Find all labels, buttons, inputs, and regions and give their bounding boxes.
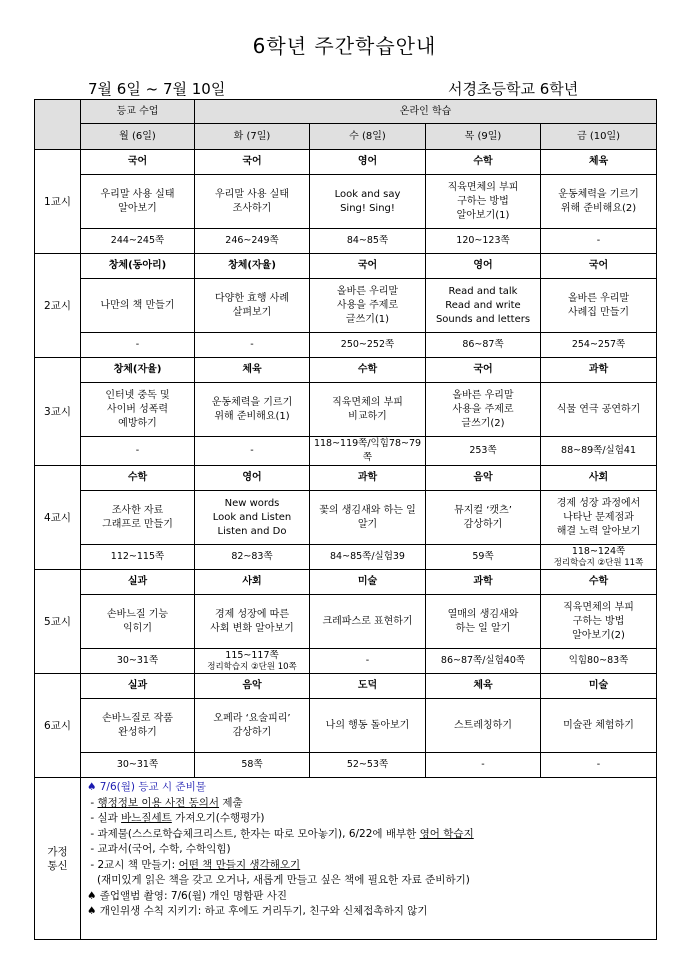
subject-cell: 체육 [195,358,310,383]
subject-cell: 국어 [81,150,195,175]
subject-cell: 영어 [195,466,310,491]
content-cell: 운동체력을 기르기 위해 준비해요(2) [541,175,657,229]
notice-text: - 실과 [87,812,122,824]
pages-cell [310,649,426,674]
pages-cell [310,437,426,466]
day-header: 목 (9일) [426,124,541,150]
pages-text: 30~31쪽 [116,655,159,666]
content-cell: Read and talk Read and write Sounds and letters [426,279,541,333]
subject-cell: 수학 [81,466,195,491]
content-cell: 오페라 ‘요술피리’ 감상하기 [195,699,310,753]
subject-cell: 실과 [81,570,195,595]
period-row [35,699,657,753]
pages-cell [541,229,657,254]
day-header: 금 (10일) [541,124,657,150]
content-cell: 인터넷 중독 및 사이버 성폭력 예방하기 [81,383,195,437]
period-row [35,150,657,175]
pages-cell [541,545,657,570]
content-cell: 다양한 효행 사례 살펴보기 [195,279,310,333]
period-row [35,333,657,358]
notice-line [87,904,650,920]
period-row [35,229,657,254]
pages-text: 82~83쪽 [231,551,273,562]
pages-text: 59쪽 [472,551,494,562]
content-cell: 나만의 책 만들기 [81,279,195,333]
subject-cell: 도덕 [310,674,426,699]
pages-text: - [596,759,601,770]
subject-cell: 창체(자율) [81,358,195,383]
content-cell: New words Look and Listen Listen and Do [195,491,310,545]
pages-cell [195,333,310,358]
period-row [35,545,657,570]
pages-text: - [481,759,485,770]
subject-cell: 국어 [426,358,541,383]
content-cell: 미술관 체험하기 [541,699,657,753]
subject-cell: 사회 [195,570,310,595]
pages-cell [541,437,657,466]
pages-cell [195,437,310,466]
notice-text: 제출 [219,796,243,809]
pages-text: 118~119쪽/익힘78~79쪽 [313,438,422,463]
pages-text: 254~257쪽 [571,339,626,350]
subject-cell: 체육 [426,674,541,699]
notice-line [87,811,650,827]
content-cell: 크레파스로 표현하기 [310,595,426,649]
notice-text: 어떤 책 만들지 생각해오기 [178,858,301,871]
subject-cell: 체육 [541,150,657,175]
pages-cell [426,333,541,358]
content-cell: 올바른 우리말 사용을 주제로 글쓰기(2) [426,383,541,437]
notice-label: 가정 통신 [35,778,81,940]
period-row [35,570,657,595]
pages-cell [195,649,310,674]
pages-cell [81,649,195,674]
pages-text: 120~123쪽 [456,235,510,246]
subject-cell: 영어 [310,150,426,175]
pages-cell [81,753,195,778]
notice-text: ♠ 졸업앨범 촬영: 7/6(월) 개인 명함판 사진 [87,889,288,902]
weekly-schedule-table [34,99,657,940]
notice-text: - [87,796,98,809]
subject-cell: 사회 [541,466,657,491]
content-cell: 직육면체의 부피 비교하기 [310,383,426,437]
period-row [35,254,657,279]
pages-text: 익힘80~83쪽 [568,655,629,666]
pages-text: - [596,235,601,246]
pages-cell [310,545,426,570]
period-row [35,595,657,649]
content-cell: 스트레칭하기 [426,699,541,753]
content-cell: 우리말 사용 실태 조사하기 [195,175,310,229]
pages-text: 88~89쪽/실험41 [561,445,636,456]
notice-text: (재미있게 읽은 책을 갖고 오거나, 새롭게 만들고 싶은 책에 필요한 자료 준비하기) [87,874,470,886]
content-cell: 뮤지컬 ‘캣츠’ 감상하기 [426,491,541,545]
content-cell: 직육면체의 부피 구하는 방법 알아보기(2) [541,595,657,649]
content-cell: 우리말 사용 실태 알아보기 [81,175,195,229]
pages-text: 86~87쪽 [462,339,504,350]
content-cell: 손바느질 기능 익히기 [81,595,195,649]
period-row [35,358,657,383]
pages-text: 58쪽 [241,759,263,770]
pages-text: - [135,445,140,456]
day-header: 화 (7일) [195,124,310,150]
pages-text: 246~249쪽 [225,235,279,246]
notice-text: - 2교시 책 만들기: [87,858,179,871]
content-cell: 나의 행동 돌아보기 [310,699,426,753]
pages-cell [195,545,310,570]
subject-cell: 과학 [426,570,541,595]
subject-cell: 과학 [310,466,426,491]
subject-cell: 국어 [195,150,310,175]
subject-cell: 과학 [541,358,657,383]
content-cell: 경제 성장에 따른 사회 변화 알아보기 [195,595,310,649]
period-row [35,491,657,545]
content-cell: 꽃의 생김새와 하는 일 알기 [310,491,426,545]
subject-cell: 음악 [195,674,310,699]
period-label: 5교시 [35,570,81,674]
corner-cell [35,100,81,150]
content-cell: 올바른 우리말 사례집 만들기 [541,279,657,333]
period-row [35,466,657,491]
subject-cell: 국어 [541,254,657,279]
period-row [35,437,657,466]
pages-cell [541,333,657,358]
notice-text: 가져오기(수행평가) [171,812,265,824]
pages-text: 112~115쪽 [110,551,165,562]
pages-cell [541,649,657,674]
pages-note: 정리학습지 ②단원 10쪽 [207,661,297,672]
notice-text: - 과제물(스스로학습체크리스트, 한자는 따로 모아놓기), 6/22에 배부한 [87,827,420,840]
content-cell: 열매의 생김새와 하는 일 알기 [426,595,541,649]
pages-text: 118~124쪽 [571,545,626,557]
content-cell: 올바른 우리말 사용을 주제로 글쓰기(1) [310,279,426,333]
notice-line [87,842,650,858]
pages-note: 정리학습지 ②단원 11쪽 [553,557,644,568]
period-row [35,753,657,778]
subject-cell: 수학 [310,358,426,383]
content-cell: 식물 연극 공연하기 [541,383,657,437]
pages-cell [81,437,195,466]
content-cell: 조사한 자료 그래프로 만들기 [81,491,195,545]
notice-line [87,889,650,905]
pages-cell [310,333,426,358]
pages-text: 30~31쪽 [116,759,159,770]
online-header: 온라인 학습 [195,100,657,124]
pages-cell [310,229,426,254]
pages-text: - [250,339,254,350]
subject-cell: 영어 [426,254,541,279]
subject-cell: 실과 [81,674,195,699]
period-row [35,649,657,674]
content-cell: 직육면체의 부피 구하는 방법 알아보기(1) [426,175,541,229]
content-cell: Look and say Sing! Sing! [310,175,426,229]
pages-text: - [135,339,140,350]
subject-cell: 미술 [310,570,426,595]
date-range: 7월 6일 ~ 7월 10일 [88,80,226,98]
notice-text: ♠ 개인위생 수칙 지키기: 하교 후에도 거리두기, 친구와 신체접촉하지 않기 [87,905,428,917]
subject-cell: 음악 [426,466,541,491]
pages-text: 253쪽 [469,445,497,456]
subject-cell: 미술 [541,674,657,699]
notice-line [87,858,650,874]
pages-text: 250~252쪽 [340,339,395,350]
pages-text: 86~87쪽/실험40쪽 [440,655,526,666]
notice-text: ♠ 7/6(월) 등교 시 준비물 [87,781,206,793]
pages-cell [426,229,541,254]
pages-text: 52~53쪽 [346,759,389,770]
pages-cell [81,333,195,358]
page-title: 6학년 주간학습안내 [252,34,437,58]
period-row [35,674,657,699]
pages-cell [195,229,310,254]
subject-cell: 수학 [541,570,657,595]
period-row [35,175,657,229]
period-row [35,279,657,333]
pages-text: 115~117쪽 [225,649,279,661]
pages-cell [81,545,195,570]
notice-row [35,778,657,940]
pages-text: - [250,445,254,456]
period-label: 6교시 [35,674,81,778]
day-header: 수 (8일) [310,124,426,150]
period-label: 1교시 [35,150,81,254]
notice-text: 행정정보 이용 사전 동의서 [97,796,220,809]
notice-line [87,873,650,889]
pages-cell [426,753,541,778]
subject-cell: 수학 [426,150,541,175]
subject-cell: 창체(동아리) [81,254,195,279]
notice-text: - 교과서(국어, 수학, 수학익힘) [87,843,231,855]
pages-cell [426,649,541,674]
period-label: 2교시 [35,254,81,358]
notice-text: 바느질세트 [121,812,172,824]
period-row [35,383,657,437]
content-cell: 경제 성장 과정에서 나타난 문제점과 해결 노력 알아보기 [541,491,657,545]
notice-line [87,796,650,812]
pages-cell [81,229,195,254]
notice-line [87,780,650,796]
pages-text: - [365,655,370,666]
period-label: 4교시 [35,466,81,570]
period-label: 3교시 [35,358,81,466]
pages-cell [195,753,310,778]
notice-line [87,827,650,843]
pages-cell [310,753,426,778]
pages-cell [426,437,541,466]
notice-body [81,778,657,940]
pages-cell [541,753,657,778]
pages-text: 84~85쪽 [346,235,389,246]
notice-text: 영어 학습지 [419,827,474,840]
day-header: 월 (6일) [81,124,195,150]
content-cell: 운동체력을 기르기 위해 준비해요(1) [195,383,310,437]
subject-cell: 국어 [310,254,426,279]
pages-text: 84~85쪽/실험39 [330,551,405,562]
offline-header: 등교 수업 [81,100,195,124]
subject-cell: 창체(자율) [195,254,310,279]
content-cell: 손바느질로 작품 완성하기 [81,699,195,753]
pages-cell [426,545,541,570]
pages-text: 244~245쪽 [110,235,165,246]
school-name: 서경초등학교 6학년 [448,80,579,98]
